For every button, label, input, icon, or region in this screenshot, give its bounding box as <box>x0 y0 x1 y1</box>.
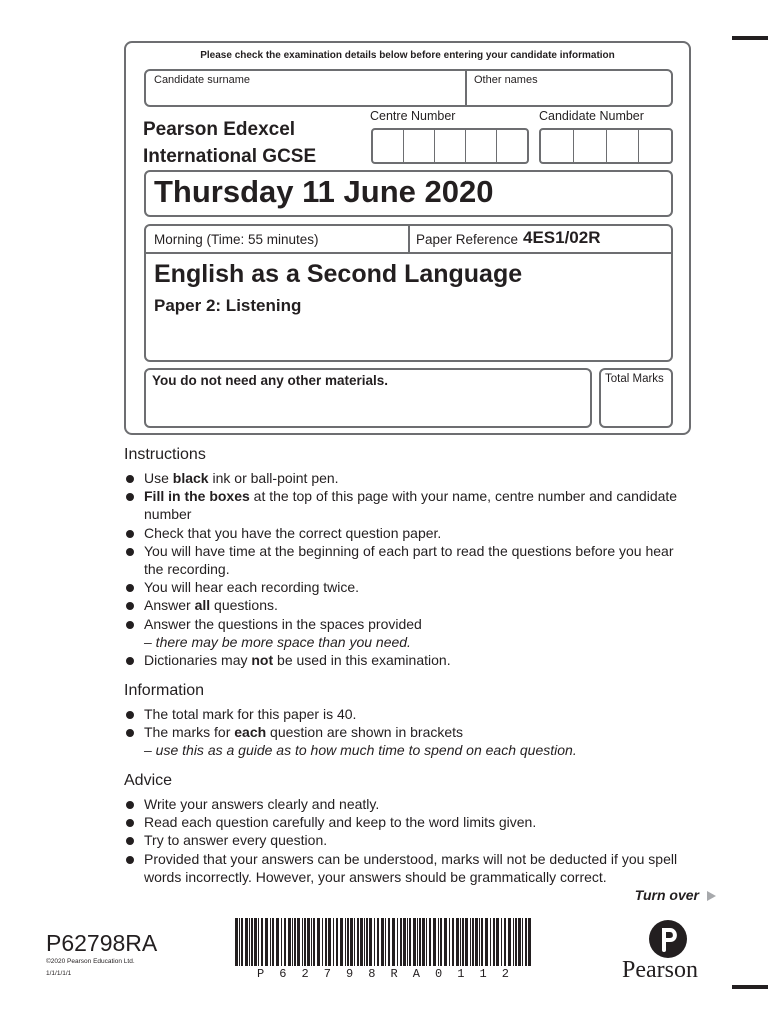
candidate-surname-label: Candidate surname <box>154 74 251 86</box>
barcode-bar <box>462 918 464 966</box>
barcode-bar <box>433 918 436 966</box>
barcode-char: 1 <box>457 967 465 981</box>
materials-note: You do not need any other materials. <box>152 373 389 388</box>
item-bold-text: Fill in the boxes <box>144 488 250 505</box>
barcode-bar <box>374 918 375 966</box>
other-names-field[interactable] <box>465 69 673 107</box>
item-note: – use this as a guide as to how much time to spend on each question. <box>144 742 577 759</box>
instructions-heading: Instructions <box>124 446 206 463</box>
list-item <box>124 850 684 886</box>
list-item <box>124 615 684 651</box>
advice-list <box>124 795 684 886</box>
barcode-text <box>233 967 533 981</box>
candidate-number-cell[interactable] <box>541 130 574 162</box>
candidate-number-label: Candidate Number <box>539 109 644 123</box>
barcode-char: 1 <box>479 967 487 981</box>
barcode-bar <box>245 918 248 966</box>
barcode-bar <box>239 918 240 966</box>
barcode-bar <box>254 918 257 966</box>
item-text: Write your answers clearly and neatly. <box>144 796 380 812</box>
centre-number-cell[interactable] <box>497 130 527 162</box>
registration-mark-bottom <box>732 985 768 989</box>
barcode-bar <box>261 918 263 966</box>
centre-number-cell[interactable] <box>466 130 497 162</box>
barcode-bar <box>504 918 506 966</box>
list-item <box>124 831 684 849</box>
barcode-bar <box>444 918 447 966</box>
barcode-bar <box>360 918 363 966</box>
barcode-bar <box>345 918 346 966</box>
barcode-bar <box>440 918 442 966</box>
list-item <box>124 524 684 542</box>
pearson-p-icon <box>649 920 687 958</box>
barcode-bar <box>297 918 300 966</box>
barcode-bar <box>528 918 531 966</box>
exam-board <box>143 116 316 170</box>
list-item <box>124 795 684 813</box>
barcode-bar <box>475 918 478 966</box>
barcode-bar <box>307 918 310 966</box>
barcode-bar <box>347 918 349 966</box>
item-bold-text: black <box>172 470 209 486</box>
barcode-bar <box>508 918 511 966</box>
barcode-bar <box>409 918 411 966</box>
check-note: Please check the examination details below before entering your candidate information <box>200 50 615 61</box>
barcode-bar <box>276 918 279 966</box>
barcode-bar <box>369 918 372 966</box>
item-text: Provided that your answers can be understood, marks will not be deducted if you spell words incorrectly. However, your answers should be grammatically correct. <box>144 850 678 885</box>
barcode-bar <box>413 918 416 966</box>
barcode-char: R <box>390 967 398 981</box>
barcode-bar <box>249 918 250 966</box>
barcode-char: 2 <box>501 967 509 981</box>
barcode-bar <box>385 918 386 966</box>
item-note: – there may be more space than you need. <box>144 633 411 650</box>
barcode-bar <box>235 918 238 966</box>
total-marks-box[interactable] <box>599 368 673 428</box>
barcode-bar <box>350 918 353 966</box>
candidate-number-cell[interactable] <box>574 130 607 162</box>
barcode-bar <box>294 918 296 966</box>
barcode-bar <box>452 918 454 966</box>
barcode-bar <box>336 918 338 966</box>
information-heading: Information <box>124 682 205 699</box>
barcode-bar <box>241 918 243 966</box>
item-text: Try to answer every question. <box>144 832 328 849</box>
candidate-number-cell[interactable] <box>607 130 640 162</box>
turn-over-label: Turn over <box>634 887 699 903</box>
barcode-bar <box>501 918 502 966</box>
barcode-char: 2 <box>301 967 309 981</box>
paper-code: P62798RA <box>46 930 158 956</box>
barcode <box>233 918 533 970</box>
board-line-1: Pearson Edexcel <box>143 119 296 140</box>
list-item <box>124 542 684 578</box>
barcode-bar <box>284 918 286 966</box>
item-bold-text: each <box>234 724 267 741</box>
item-text-continued: be used in this examination. <box>273 652 451 669</box>
barcode-bar <box>288 918 291 966</box>
list-item <box>124 705 684 723</box>
barcode-bar <box>317 918 320 966</box>
barcode-bar <box>397 918 398 966</box>
centre-number-cell[interactable] <box>404 130 435 162</box>
barcode-bar <box>493 918 495 966</box>
instructions-list <box>124 469 684 669</box>
barcode-bar <box>407 918 408 966</box>
barcode-bar <box>357 918 359 966</box>
item-text: You will hear each recording twice. <box>144 579 360 596</box>
paper-reference-label: Paper Reference <box>416 232 519 247</box>
list-item <box>124 487 684 523</box>
information-list <box>124 705 684 760</box>
item-text: Answer <box>144 597 195 614</box>
barcode-bar <box>272 918 274 966</box>
centre-number-cell[interactable] <box>373 130 404 162</box>
barcode-bar <box>472 918 474 966</box>
barcode-bar <box>322 918 323 966</box>
list-item <box>124 723 684 759</box>
barcode-bar <box>485 918 488 966</box>
item-bold-text: all <box>194 597 211 614</box>
barcode-bar <box>392 918 395 966</box>
registration-mark-top <box>732 36 768 40</box>
barcode-bar <box>438 918 439 966</box>
barcode-bar <box>456 918 459 966</box>
barcode-bar <box>400 918 402 966</box>
list-item <box>124 813 684 831</box>
other-names-label: Other names <box>474 74 538 86</box>
barcode-bar <box>419 918 421 966</box>
barcode-bar <box>270 918 271 966</box>
barcode-bar <box>251 918 253 966</box>
barcode-bar <box>465 918 468 966</box>
item-text: Use <box>144 470 173 486</box>
barcode-bar <box>426 918 427 966</box>
barcode-bar <box>354 918 355 966</box>
barcode-bar <box>333 918 334 966</box>
paper-details-box <box>144 224 673 362</box>
barcode-bar <box>325 918 327 966</box>
barcode-bar <box>328 918 331 966</box>
candidate-number-cell[interactable] <box>639 130 671 162</box>
item-text: Answer the questions in the spaces provided <box>144 615 422 632</box>
barcode-bar <box>525 918 527 966</box>
barcode-bar <box>422 918 425 966</box>
barcode-bar <box>460 918 461 966</box>
board-line-2: International GCSE <box>143 146 317 167</box>
list-item <box>124 596 684 614</box>
barcode-bar <box>388 918 390 966</box>
barcode-bar <box>496 918 499 966</box>
pearson-logo-icon <box>649 920 687 958</box>
barcode-bar <box>313 918 315 966</box>
item-bold-text: not <box>251 652 274 669</box>
barcode-char: P <box>257 967 265 981</box>
barcode-bar <box>258 918 259 966</box>
barcode-bar <box>364 918 365 966</box>
barcode-bar <box>417 918 418 966</box>
barcode-char: 6 <box>279 967 287 981</box>
barcode-bar <box>429 918 431 966</box>
barcode-bar <box>340 918 343 966</box>
barcode-bar <box>304 918 306 966</box>
list-item <box>124 578 684 596</box>
barcode-bar <box>381 918 384 966</box>
barcode-bar <box>311 918 312 966</box>
exam-date-box <box>144 170 673 217</box>
paper-title: Paper 2: Listening <box>154 296 302 315</box>
centre-number-cell[interactable] <box>435 130 466 162</box>
item-text-continued: ink or ball-point pen. <box>208 470 339 486</box>
item-text: You will have time at the beginning of each part to read the questions before you hear the recording. <box>144 542 674 578</box>
barcode-bar <box>522 918 523 966</box>
barcode-char: A <box>412 967 420 981</box>
barcode-bar <box>518 918 521 966</box>
total-marks-label: Total Marks <box>605 373 664 385</box>
item-text-continued: at the top of this page with your name, centre number and candidate number <box>144 488 678 523</box>
session-time: Morning (Time: 55 minutes) <box>154 232 319 247</box>
item-text: The total mark for this paper is 40. <box>144 706 357 722</box>
exam-date: Thursday 11 June 2020 <box>154 174 494 209</box>
barcode-bar <box>515 918 517 966</box>
barcode-bar <box>366 918 368 966</box>
pearson-logo-text: Pearson <box>622 957 698 983</box>
item-text-continued: questions. <box>210 597 278 614</box>
item-text: Dictionaries may <box>144 652 252 669</box>
barcode-bar <box>281 918 282 966</box>
turn-over-prompt <box>635 887 716 903</box>
barcode-bar <box>490 918 491 966</box>
barcode-bar <box>403 918 406 966</box>
copyright-note: ©2020 Pearson Education Ltd. <box>46 958 135 965</box>
subject-title: English as a Second Language <box>154 260 523 288</box>
item-text: Check that you have the correct question paper. <box>144 524 442 541</box>
item-text: The marks for <box>144 724 235 741</box>
centre-number-boxes[interactable] <box>371 128 529 164</box>
barcode-bar <box>265 918 268 966</box>
barcode-bar <box>449 918 450 966</box>
barcode-bar <box>481 918 483 966</box>
barcode-char: 8 <box>368 967 376 981</box>
barcode-bar <box>302 918 303 966</box>
session-vertical-divider <box>408 226 410 253</box>
list-item <box>124 469 684 487</box>
candidate-surname-field[interactable] <box>144 69 467 107</box>
barcode-char: 7 <box>323 967 331 981</box>
paper-reference: 4ES1/02R <box>523 228 601 247</box>
barcode-bar <box>513 918 514 966</box>
candidate-number-boxes[interactable] <box>539 128 673 164</box>
barcode-bar <box>292 918 293 966</box>
advice-heading: Advice <box>124 772 173 789</box>
print-code: 1/1/1/1/1 <box>46 970 72 977</box>
candidate-details-frame <box>124 41 691 435</box>
barcode-char: 9 <box>346 967 354 981</box>
centre-number-label: Centre Number <box>370 109 456 123</box>
barcode-bar <box>479 918 480 966</box>
item-text-continued: question are shown in brackets <box>266 724 464 741</box>
barcode-bar <box>470 918 471 966</box>
list-item <box>124 651 684 669</box>
barcode-bar <box>377 918 379 966</box>
item-text: Read each question carefully and keep to the word limits given. <box>144 814 537 831</box>
materials-box <box>144 368 592 428</box>
arrow-right-icon <box>707 891 716 901</box>
barcode-char: 0 <box>435 967 443 981</box>
